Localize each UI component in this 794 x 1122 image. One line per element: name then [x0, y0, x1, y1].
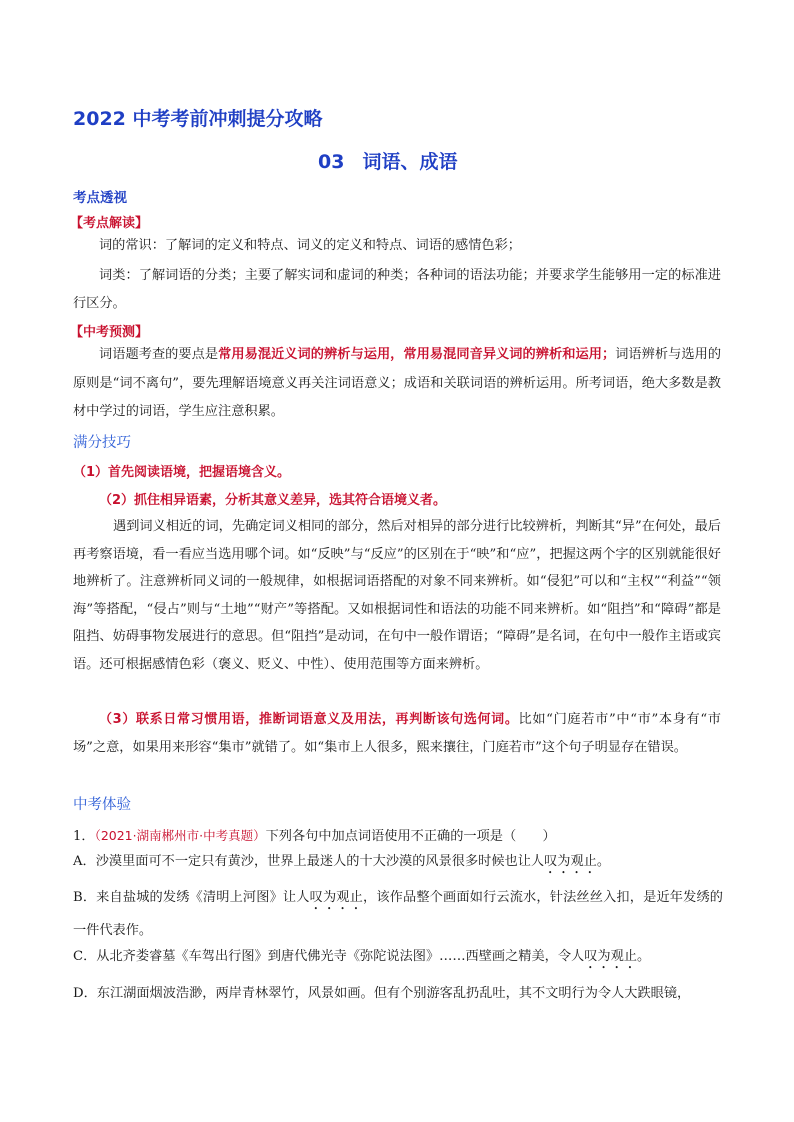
option-a-text: A．沙漠里面可不一定只有黄沙，世界上最迷人的十大沙漠的风景很多时候也让人	[73, 854, 545, 869]
option-b-end: ，该作品整个画面如行云流水，针法丝丝入扣，是近年发绣的一件代表作。	[73, 890, 723, 938]
section-heading-manfen: 满分技巧	[73, 435, 131, 451]
doc-title: 2022 中考考前冲刺提分攻略	[73, 108, 323, 130]
tip-2: （2）抓住相异语素，分析其意义差异，选其符合语境义者。	[99, 493, 447, 508]
paragraph-xiguan	[73, 706, 721, 761]
paragraph-bianxi: 遇到词义相近的词，先确定词义相同的部分，然后对相异的部分进行比较辨析，判断其“异”在何处，最后再考察语境，看一看应当选用哪个词。如“反映”与“反应”的区别在于“映”和“应”，把握这两个字的区别就能很好地辨析了。注意辨析同义词的一般规律，如根据词语搭配的对象不同来辨析。如“侵犯”可以和“主权”“利益”“领海”等搭配，“侵占”则与“土地”“财产”等搭配。又如根据词性和语法的功能不同来辨析。如“阻挡”和“障碍”都是阻挡、妨碍事物发展进行的意思。但“阻挡”是动词，在句中一般作谓语；“障碍”是名词，在句中一般作主语或宾语。还可根据感情色彩（褒义、贬义、中性）、使用范围等方面来辨析。	[73, 519, 721, 672]
chapter-title: 词语、成语	[362, 151, 458, 173]
paragraph-yuce	[73, 341, 721, 427]
paragraph-cilei: 词类：了解词语的分类；主要了解实词和虚词的种类；各种词的语法功能；并要求学生能够用一定的标准进行区分。	[73, 268, 721, 311]
yuce-highlight: 常用易混近义词的辨析与运用，常用易混同音异义词的辨析和运用；	[218, 347, 616, 362]
yuce-text-start: 词语题考查的要点是	[99, 347, 219, 362]
tip-1: （1）首先阅读语境，把握语境含义。	[73, 465, 291, 480]
yuce-text-end: 词语辨析与选用的原则是“词不离句”，要先理解语境意义再关注词语意义；成语和关联词语的辨析运用。所考词语，绝大多数是教材中学过的词语，学生应注意积累。	[73, 347, 722, 419]
tag-zhongkao-yuce: 【中考预测】	[70, 325, 149, 340]
paragraph-ci-changshi: 词的常识：了解词的定义和特点、词义的定义和特点、词语的感情色彩；	[99, 238, 521, 253]
option-a	[73, 849, 723, 877]
chapter-number: 03	[318, 151, 345, 173]
option-c-end: 。	[636, 949, 651, 964]
question-number: 1．	[73, 829, 95, 844]
option-c	[73, 944, 723, 972]
option-b-dotted-word: 叹为观止	[309, 890, 363, 905]
question-1	[73, 823, 723, 850]
question-source: （2021·湖南郴州市·中考真题）	[94, 828, 266, 843]
section-heading-tiyan: 中考体验	[73, 797, 131, 813]
option-a-end: 。	[596, 854, 611, 869]
option-c-text: C．从北齐娄睿墓《车驾出行图》到唐代佛光寺《弥陀说法图》……西壁画之精美，令人	[73, 949, 585, 964]
tag-kaodian-jiedu: 【考点解读】	[70, 216, 149, 231]
option-c-dotted-word: 叹为观止	[584, 949, 637, 964]
tip-3: （3）联系日常习惯用语，推断词语意义及用法，再判断该句选何词。	[99, 712, 519, 727]
option-b	[73, 881, 723, 947]
section-heading-kaodian: 考点透视	[73, 190, 127, 206]
option-b-text: B．来自盐城的发绣《清明上河图》让人	[73, 890, 310, 905]
xiguan-text: 比如“门庭若市”中“市”本身有“市场”之意，如果用来形容“集市”就错了。如“集市上人很多，熙来攘往，门庭若市”这个句子明显存在错误。	[73, 712, 721, 755]
chapter-heading	[318, 147, 457, 174]
option-d: D．东江湖面烟波浩渺，两岸青林翠竹，风景如画。但有个别游客乱扔乱吐，其不文明行为令人大跌眼镜，	[73, 986, 691, 1001]
question-text: 下列各句中加点词语使用不正确的一项是（ ）	[265, 829, 556, 844]
option-a-dotted-word: 叹为观止	[544, 854, 597, 869]
